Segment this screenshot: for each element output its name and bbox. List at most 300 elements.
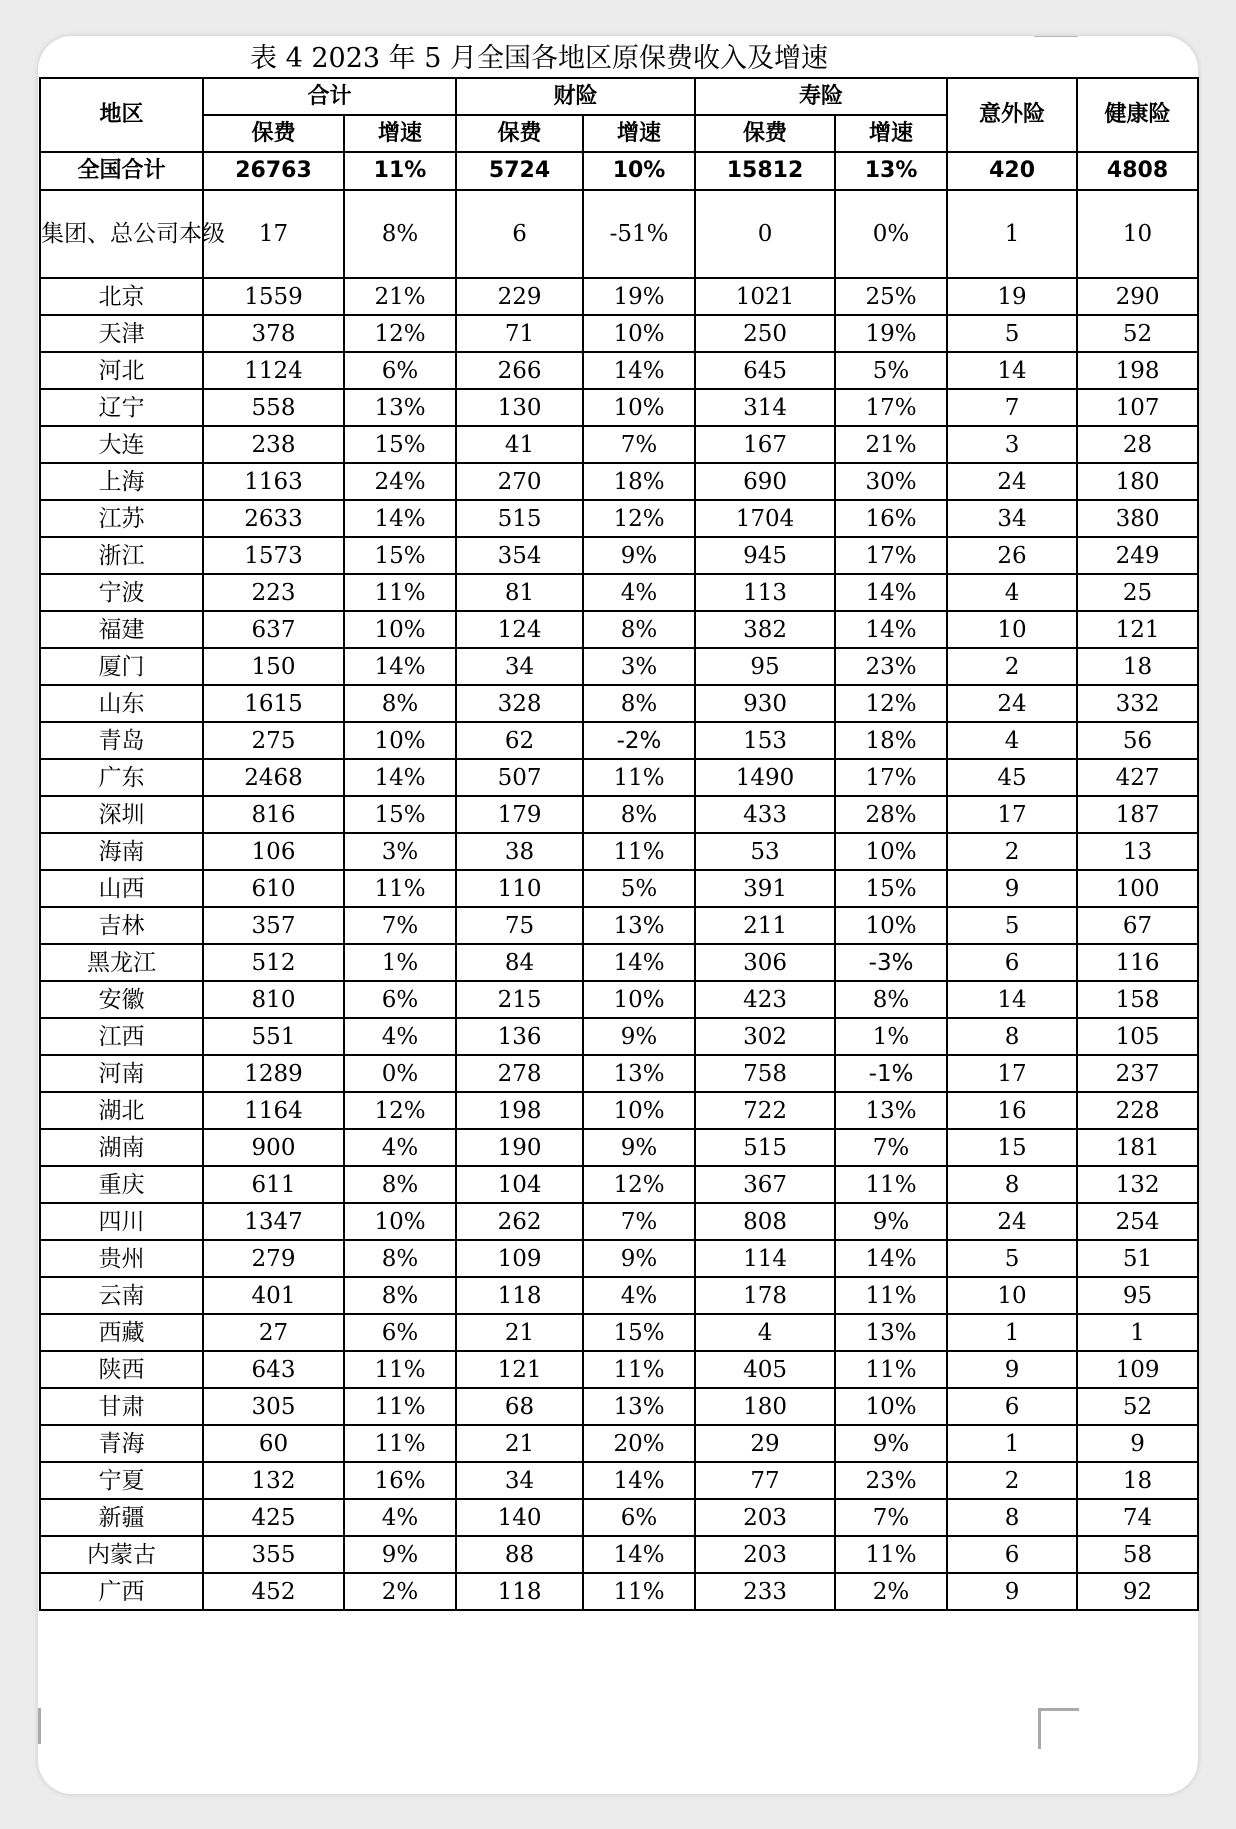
header-growth: 增速: [344, 115, 456, 152]
value-cell: 23%: [835, 1462, 947, 1499]
table-row: [40, 1573, 1198, 1610]
table-row: [40, 1240, 1198, 1277]
value-cell: 30%: [835, 463, 947, 500]
value-cell: 7%: [835, 1499, 947, 1536]
value-cell: 8%: [583, 685, 695, 722]
value-cell: 11%: [835, 1277, 947, 1314]
region-cell: 山东: [40, 685, 203, 722]
value-cell: 11%: [835, 1166, 947, 1203]
value-cell: 198: [456, 1092, 583, 1129]
value-cell: 4: [947, 574, 1077, 611]
value-cell: 290: [1077, 278, 1198, 315]
value-cell: 4%: [344, 1018, 456, 1055]
value-cell: 12%: [344, 1092, 456, 1129]
region-cell: 广东: [40, 759, 203, 796]
value-cell: 14: [947, 981, 1077, 1018]
value-cell: 816: [203, 796, 344, 833]
value-cell: 1%: [344, 944, 456, 981]
table-row: [40, 1166, 1198, 1203]
table-row: [40, 1425, 1198, 1462]
table-row: [40, 389, 1198, 426]
value-cell: 14%: [583, 352, 695, 389]
region-cell: 集团、总公司本级: [40, 190, 203, 278]
value-cell: 51: [1077, 1240, 1198, 1277]
value-cell: 10%: [344, 1203, 456, 1240]
value-cell: 10: [947, 611, 1077, 648]
value-cell: 14%: [583, 944, 695, 981]
value-cell: 367: [695, 1166, 835, 1203]
value-cell: 9%: [835, 1203, 947, 1240]
value-cell: 106: [203, 833, 344, 870]
region-cell: 山西: [40, 870, 203, 907]
value-cell: 11%: [583, 759, 695, 796]
value-cell: 14: [947, 352, 1077, 389]
value-cell: 637: [203, 611, 344, 648]
region-cell: 安徽: [40, 981, 203, 1018]
value-cell: 14%: [344, 759, 456, 796]
region-cell: 深圳: [40, 796, 203, 833]
value-cell: 610: [203, 870, 344, 907]
value-cell: 9%: [344, 1536, 456, 1573]
value-cell: 5724: [456, 152, 583, 190]
value-cell: 354: [456, 537, 583, 574]
value-cell: 11%: [344, 1425, 456, 1462]
value-cell: 34: [947, 500, 1077, 537]
value-cell: 5: [947, 907, 1077, 944]
value-cell: 4%: [583, 574, 695, 611]
value-cell: 758: [695, 1055, 835, 1092]
value-cell: 118: [456, 1573, 583, 1610]
value-cell: 249: [1077, 537, 1198, 574]
table-row: [40, 611, 1198, 648]
table-row: [40, 1536, 1198, 1573]
header-life: 寿险: [695, 78, 947, 115]
value-cell: 24%: [344, 463, 456, 500]
region-cell: 江苏: [40, 500, 203, 537]
value-cell: 722: [695, 1092, 835, 1129]
region-cell: 黑龙江: [40, 944, 203, 981]
value-cell: 10%: [344, 722, 456, 759]
value-cell: 132: [1077, 1166, 1198, 1203]
value-cell: 643: [203, 1351, 344, 1388]
value-cell: 167: [695, 426, 835, 463]
value-cell: 28: [1077, 426, 1198, 463]
page-corner-mark: [1038, 1708, 1079, 1749]
region-cell: 江西: [40, 1018, 203, 1055]
value-cell: 1347: [203, 1203, 344, 1240]
value-cell: 1124: [203, 352, 344, 389]
value-cell: 67: [1077, 907, 1198, 944]
value-cell: 266: [456, 352, 583, 389]
value-cell: 4%: [344, 1129, 456, 1166]
value-cell: 11%: [835, 1351, 947, 1388]
value-cell: 11%: [583, 833, 695, 870]
value-cell: 391: [695, 870, 835, 907]
value-cell: 9%: [583, 537, 695, 574]
value-cell: 11%: [344, 1388, 456, 1425]
table-row: [40, 537, 1198, 574]
value-cell: 11%: [583, 1351, 695, 1388]
value-cell: 328: [456, 685, 583, 722]
total-row: [40, 152, 1198, 190]
region-cell: 湖北: [40, 1092, 203, 1129]
value-cell: 116: [1077, 944, 1198, 981]
value-cell: 10: [947, 1277, 1077, 1314]
region-cell: 吉林: [40, 907, 203, 944]
value-cell: 11%: [344, 870, 456, 907]
value-cell: 645: [695, 352, 835, 389]
value-cell: 1: [947, 1425, 1077, 1462]
region-cell: 全国合计: [40, 152, 203, 190]
value-cell: 23%: [835, 648, 947, 685]
table-row: [40, 500, 1198, 537]
value-cell: 8%: [583, 796, 695, 833]
group-row: [40, 190, 1198, 278]
value-cell: 611: [203, 1166, 344, 1203]
region-cell: 上海: [40, 463, 203, 500]
value-cell: 198: [1077, 352, 1198, 389]
value-cell: 515: [456, 500, 583, 537]
value-cell: 211: [695, 907, 835, 944]
value-cell: 1559: [203, 278, 344, 315]
value-cell: 109: [456, 1240, 583, 1277]
value-cell: 1490: [695, 759, 835, 796]
value-cell: 254: [1077, 1203, 1198, 1240]
value-cell: 5: [947, 1240, 1077, 1277]
value-cell: 113: [695, 574, 835, 611]
region-cell: 云南: [40, 1277, 203, 1314]
page-corner-mark: [38, 1708, 79, 1744]
region-cell: 重庆: [40, 1166, 203, 1203]
value-cell: 52: [1077, 315, 1198, 352]
value-cell: 8%: [344, 685, 456, 722]
table-row: [40, 870, 1198, 907]
value-cell: 279: [203, 1240, 344, 1277]
region-cell: 贵州: [40, 1240, 203, 1277]
region-cell: 内蒙古: [40, 1536, 203, 1573]
value-cell: 551: [203, 1018, 344, 1055]
value-cell: 13%: [835, 152, 947, 190]
value-cell: 58: [1077, 1536, 1198, 1573]
value-cell: 2%: [835, 1573, 947, 1610]
value-cell: 28%: [835, 796, 947, 833]
region-cell: 宁波: [40, 574, 203, 611]
value-cell: 1615: [203, 685, 344, 722]
value-cell: 121: [456, 1351, 583, 1388]
value-cell: 8%: [344, 190, 456, 278]
table-row: [40, 1462, 1198, 1499]
value-cell: 17%: [835, 389, 947, 426]
value-cell: 88: [456, 1536, 583, 1573]
value-cell: 13%: [583, 1055, 695, 1092]
value-cell: 332: [1077, 685, 1198, 722]
value-cell: 14%: [835, 1240, 947, 1277]
value-cell: 3%: [583, 648, 695, 685]
region-cell: 河南: [40, 1055, 203, 1092]
value-cell: 15%: [344, 796, 456, 833]
value-cell: 27: [203, 1314, 344, 1351]
value-cell: 92: [1077, 1573, 1198, 1610]
region-cell: 海南: [40, 833, 203, 870]
value-cell: 810: [203, 981, 344, 1018]
value-cell: 62: [456, 722, 583, 759]
value-cell: 6: [947, 1536, 1077, 1573]
value-cell: 52: [1077, 1388, 1198, 1425]
value-cell: 4: [947, 722, 1077, 759]
value-cell: 124: [456, 611, 583, 648]
value-cell: 121: [1077, 611, 1198, 648]
value-cell: 8%: [344, 1277, 456, 1314]
value-cell: 11%: [835, 1536, 947, 1573]
value-cell: 18: [1077, 648, 1198, 685]
table-row: [40, 1351, 1198, 1388]
value-cell: 427: [1077, 759, 1198, 796]
page-edge-mark: [1034, 36, 1078, 37]
table-title: 表 4 2023 年 5 月全国各地区原保费收入及增速: [250, 43, 828, 74]
value-cell: 11%: [583, 1573, 695, 1610]
value-cell: 8%: [344, 1166, 456, 1203]
table-row: [40, 759, 1198, 796]
value-cell: 0: [695, 190, 835, 278]
value-cell: 2: [947, 1462, 1077, 1499]
value-cell: 7%: [583, 1203, 695, 1240]
value-cell: 270: [456, 463, 583, 500]
value-cell: 29: [695, 1425, 835, 1462]
table-row: [40, 833, 1198, 870]
value-cell: 15: [947, 1129, 1077, 1166]
value-cell: 104: [456, 1166, 583, 1203]
value-cell: 278: [456, 1055, 583, 1092]
value-cell: 302: [695, 1018, 835, 1055]
value-cell: 1: [947, 1314, 1077, 1351]
table-row: [40, 1055, 1198, 1092]
region-cell: 宁夏: [40, 1462, 203, 1499]
value-cell: 17: [947, 796, 1077, 833]
value-cell: 77: [695, 1462, 835, 1499]
value-cell: 100: [1077, 870, 1198, 907]
table-row: [40, 352, 1198, 389]
value-cell: 0%: [344, 1055, 456, 1092]
value-cell: 15812: [695, 152, 835, 190]
value-cell: 16%: [835, 500, 947, 537]
value-cell: 26763: [203, 152, 344, 190]
table-row: [40, 1499, 1198, 1536]
value-cell: 24: [947, 685, 1077, 722]
value-cell: 1021: [695, 278, 835, 315]
value-cell: 18%: [835, 722, 947, 759]
value-cell: 7%: [344, 907, 456, 944]
table-row: [40, 1314, 1198, 1351]
value-cell: 250: [695, 315, 835, 352]
value-cell: 305: [203, 1388, 344, 1425]
value-cell: 1573: [203, 537, 344, 574]
table-row: [40, 685, 1198, 722]
value-cell: 21: [456, 1314, 583, 1351]
value-cell: 5%: [583, 870, 695, 907]
value-cell: 10%: [583, 1092, 695, 1129]
value-cell: 84: [456, 944, 583, 981]
region-cell: 浙江: [40, 537, 203, 574]
value-cell: 425: [203, 1499, 344, 1536]
value-cell: 1164: [203, 1092, 344, 1129]
value-cell: 95: [1077, 1277, 1198, 1314]
table-row: [40, 1277, 1198, 1314]
value-cell: 153: [695, 722, 835, 759]
value-cell: 690: [695, 463, 835, 500]
table-row: [40, 1092, 1198, 1129]
value-cell: 380: [1077, 500, 1198, 537]
value-cell: 238: [203, 426, 344, 463]
value-cell: 18%: [583, 463, 695, 500]
value-cell: 4%: [583, 1277, 695, 1314]
value-cell: 9%: [583, 1018, 695, 1055]
value-cell: 405: [695, 1351, 835, 1388]
value-cell: -51%: [583, 190, 695, 278]
value-cell: 223: [203, 574, 344, 611]
header-total: 合计: [203, 78, 456, 115]
value-cell: 515: [695, 1129, 835, 1166]
value-cell: 1: [947, 190, 1077, 278]
value-cell: 38: [456, 833, 583, 870]
value-cell: 12%: [583, 500, 695, 537]
header-health: 健康险: [1077, 78, 1198, 152]
value-cell: -3%: [835, 944, 947, 981]
value-cell: 41: [456, 426, 583, 463]
value-cell: 6%: [344, 352, 456, 389]
value-cell: 420: [947, 152, 1077, 190]
region-cell: 青岛: [40, 722, 203, 759]
value-cell: 13: [1077, 833, 1198, 870]
value-cell: 5%: [835, 352, 947, 389]
value-cell: 15%: [835, 870, 947, 907]
value-cell: 14%: [583, 1462, 695, 1499]
value-cell: 8%: [583, 611, 695, 648]
table-row: [40, 278, 1198, 315]
value-cell: 2: [947, 833, 1077, 870]
value-cell: 9: [947, 870, 1077, 907]
value-cell: 114: [695, 1240, 835, 1277]
value-cell: 433: [695, 796, 835, 833]
value-cell: 13%: [583, 907, 695, 944]
value-cell: 187: [1077, 796, 1198, 833]
value-cell: 237: [1077, 1055, 1198, 1092]
value-cell: 26: [947, 537, 1077, 574]
value-cell: -2%: [583, 722, 695, 759]
region-cell: 陕西: [40, 1351, 203, 1388]
header-premium: 保费: [203, 115, 344, 152]
value-cell: 9: [1077, 1425, 1198, 1462]
value-cell: 0%: [835, 190, 947, 278]
table-row: [40, 1018, 1198, 1055]
region-cell: 西藏: [40, 1314, 203, 1351]
table-row: [40, 981, 1198, 1018]
value-cell: 10%: [344, 611, 456, 648]
value-cell: 7%: [835, 1129, 947, 1166]
table-row: [40, 1388, 1198, 1425]
value-cell: 179: [456, 796, 583, 833]
value-cell: 945: [695, 537, 835, 574]
header-premium: 保费: [695, 115, 835, 152]
value-cell: 60: [203, 1425, 344, 1462]
region-cell: 广西: [40, 1573, 203, 1610]
value-cell: 109: [1077, 1351, 1198, 1388]
value-cell: 382: [695, 611, 835, 648]
value-cell: 275: [203, 722, 344, 759]
value-cell: 34: [456, 648, 583, 685]
value-cell: 24: [947, 1203, 1077, 1240]
value-cell: 74: [1077, 1499, 1198, 1536]
header-row-1: [40, 78, 1198, 115]
value-cell: 2633: [203, 500, 344, 537]
value-cell: 25: [1077, 574, 1198, 611]
value-cell: 930: [695, 685, 835, 722]
value-cell: 6%: [344, 981, 456, 1018]
value-cell: 203: [695, 1499, 835, 1536]
header-growth: 增速: [583, 115, 695, 152]
value-cell: 178: [695, 1277, 835, 1314]
value-cell: 6%: [344, 1314, 456, 1351]
value-cell: 808: [695, 1203, 835, 1240]
value-cell: 181: [1077, 1129, 1198, 1166]
value-cell: 110: [456, 870, 583, 907]
value-cell: 9: [947, 1573, 1077, 1610]
region-cell: 厦门: [40, 648, 203, 685]
value-cell: 9%: [835, 1425, 947, 1462]
value-cell: -1%: [835, 1055, 947, 1092]
value-cell: 10%: [583, 315, 695, 352]
value-cell: 18: [1077, 1462, 1198, 1499]
value-cell: 14%: [835, 611, 947, 648]
value-cell: 4%: [344, 1499, 456, 1536]
value-cell: 16%: [344, 1462, 456, 1499]
table-row: [40, 315, 1198, 352]
value-cell: 21%: [344, 278, 456, 315]
value-cell: 229: [456, 278, 583, 315]
value-cell: 15%: [344, 426, 456, 463]
value-cell: 423: [695, 981, 835, 1018]
value-cell: 180: [1077, 463, 1198, 500]
value-cell: 21%: [835, 426, 947, 463]
table-row: [40, 574, 1198, 611]
value-cell: 6%: [583, 1499, 695, 1536]
value-cell: 15%: [344, 537, 456, 574]
value-cell: 8: [947, 1018, 1077, 1055]
header-accident: 意外险: [947, 78, 1077, 152]
value-cell: 8%: [835, 981, 947, 1018]
value-cell: 107: [1077, 389, 1198, 426]
value-cell: 15%: [583, 1314, 695, 1351]
value-cell: 357: [203, 907, 344, 944]
region-cell: 福建: [40, 611, 203, 648]
value-cell: 10%: [583, 389, 695, 426]
value-cell: 4808: [1077, 152, 1198, 190]
value-cell: 130: [456, 389, 583, 426]
value-cell: 11%: [344, 152, 456, 190]
value-cell: 136: [456, 1018, 583, 1055]
value-cell: 14%: [583, 1536, 695, 1573]
value-cell: 9%: [583, 1240, 695, 1277]
value-cell: 20%: [583, 1425, 695, 1462]
table-row: [40, 648, 1198, 685]
value-cell: 17%: [835, 537, 947, 574]
table-row: [40, 426, 1198, 463]
value-cell: 8: [947, 1166, 1077, 1203]
table-row: [40, 722, 1198, 759]
value-cell: 180: [695, 1388, 835, 1425]
value-cell: 14%: [344, 648, 456, 685]
value-cell: 11%: [344, 574, 456, 611]
value-cell: 158: [1077, 981, 1198, 1018]
